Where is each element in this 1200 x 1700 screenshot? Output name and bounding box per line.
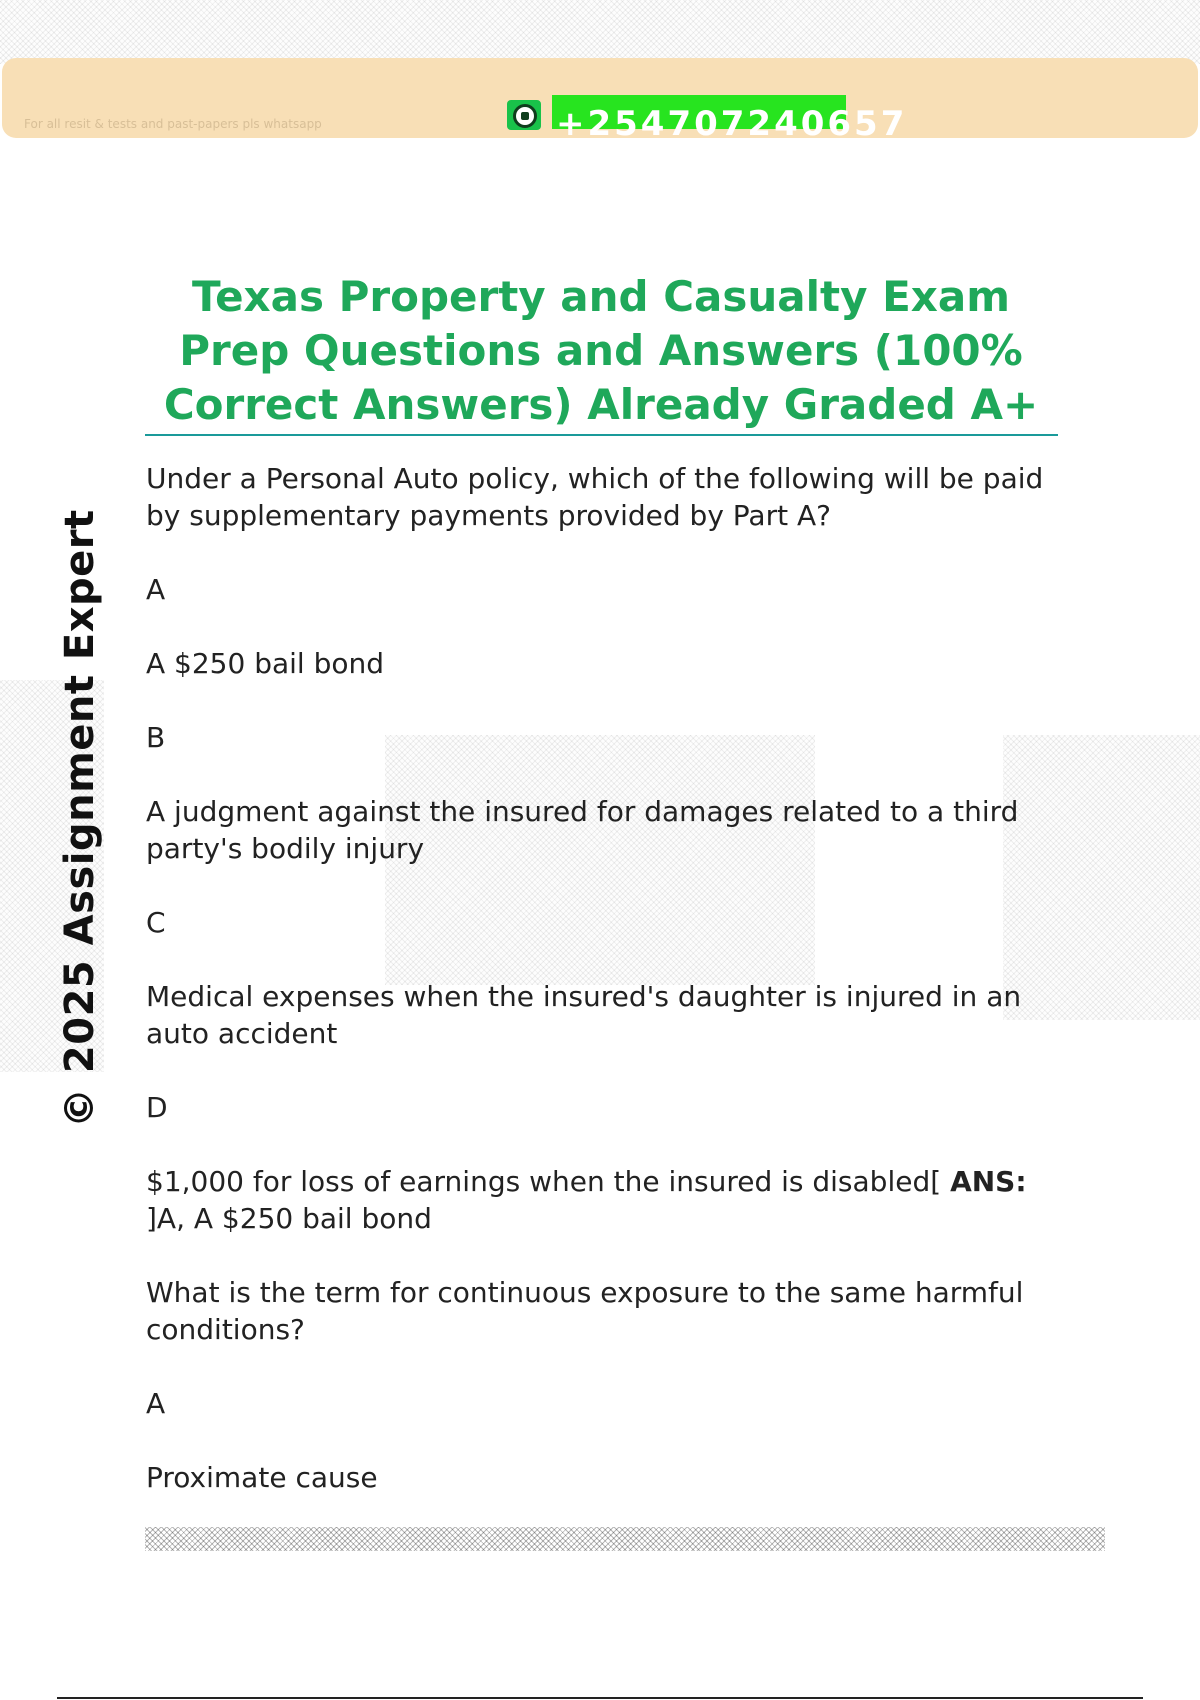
question-2-option-a-text: Proximate cause [146,1461,378,1494]
phone-number: +254707240657 [556,104,908,144]
question-1-option-d-letter: D [146,1091,168,1124]
bottom-watermark-pattern [145,1527,1105,1551]
question-1-option-d-with-answer [146,1163,1046,1237]
title-underline [145,434,1058,436]
question-1-option-c-text: Medical expenses when the insured's daughter is injured in an auto accident [146,980,1022,1050]
whatsapp-icon [507,100,541,130]
question-1-option-a-letter: A [146,573,166,606]
question-1-option-b-text: A judgment against the insured for damages related to a third party's bodily injury [146,795,1019,865]
question-1-option-c-letter: C [146,906,166,939]
document-title: Texas Property and Casualty Exam Prep Questions and Answers (100% Correct Answers) Already Graded A+ [163,272,1039,429]
question-2-option-a-letter: A [146,1387,166,1420]
answer-text: ]A, A $250 bail bond [146,1202,432,1235]
document-body [146,460,1046,1496]
footer-rule [57,1697,1143,1699]
answer-label: ANS: [950,1165,1027,1198]
question-1-text: Under a Personal Auto policy, which of the following will be paid by supplementary payments provided by Part A? [146,462,1044,532]
top-watermark-pattern [0,0,1200,64]
question-1-option-d-text: $1,000 for loss of earnings when the insured is disabled[ [146,1165,951,1198]
banner-faint-text: For all resit & tests and past-papers pls whatsapp [24,117,322,131]
question-1-option-b-letter: B [146,721,166,754]
question-2-text: What is the term for continuous exposure to the same harmful conditions? [146,1276,1024,1346]
question-1-option-a-text: A $250 bail bond [146,647,385,680]
copyright-watermark: © 2025 Assignment Expert [57,509,103,1128]
phone-number-box [552,95,908,144]
